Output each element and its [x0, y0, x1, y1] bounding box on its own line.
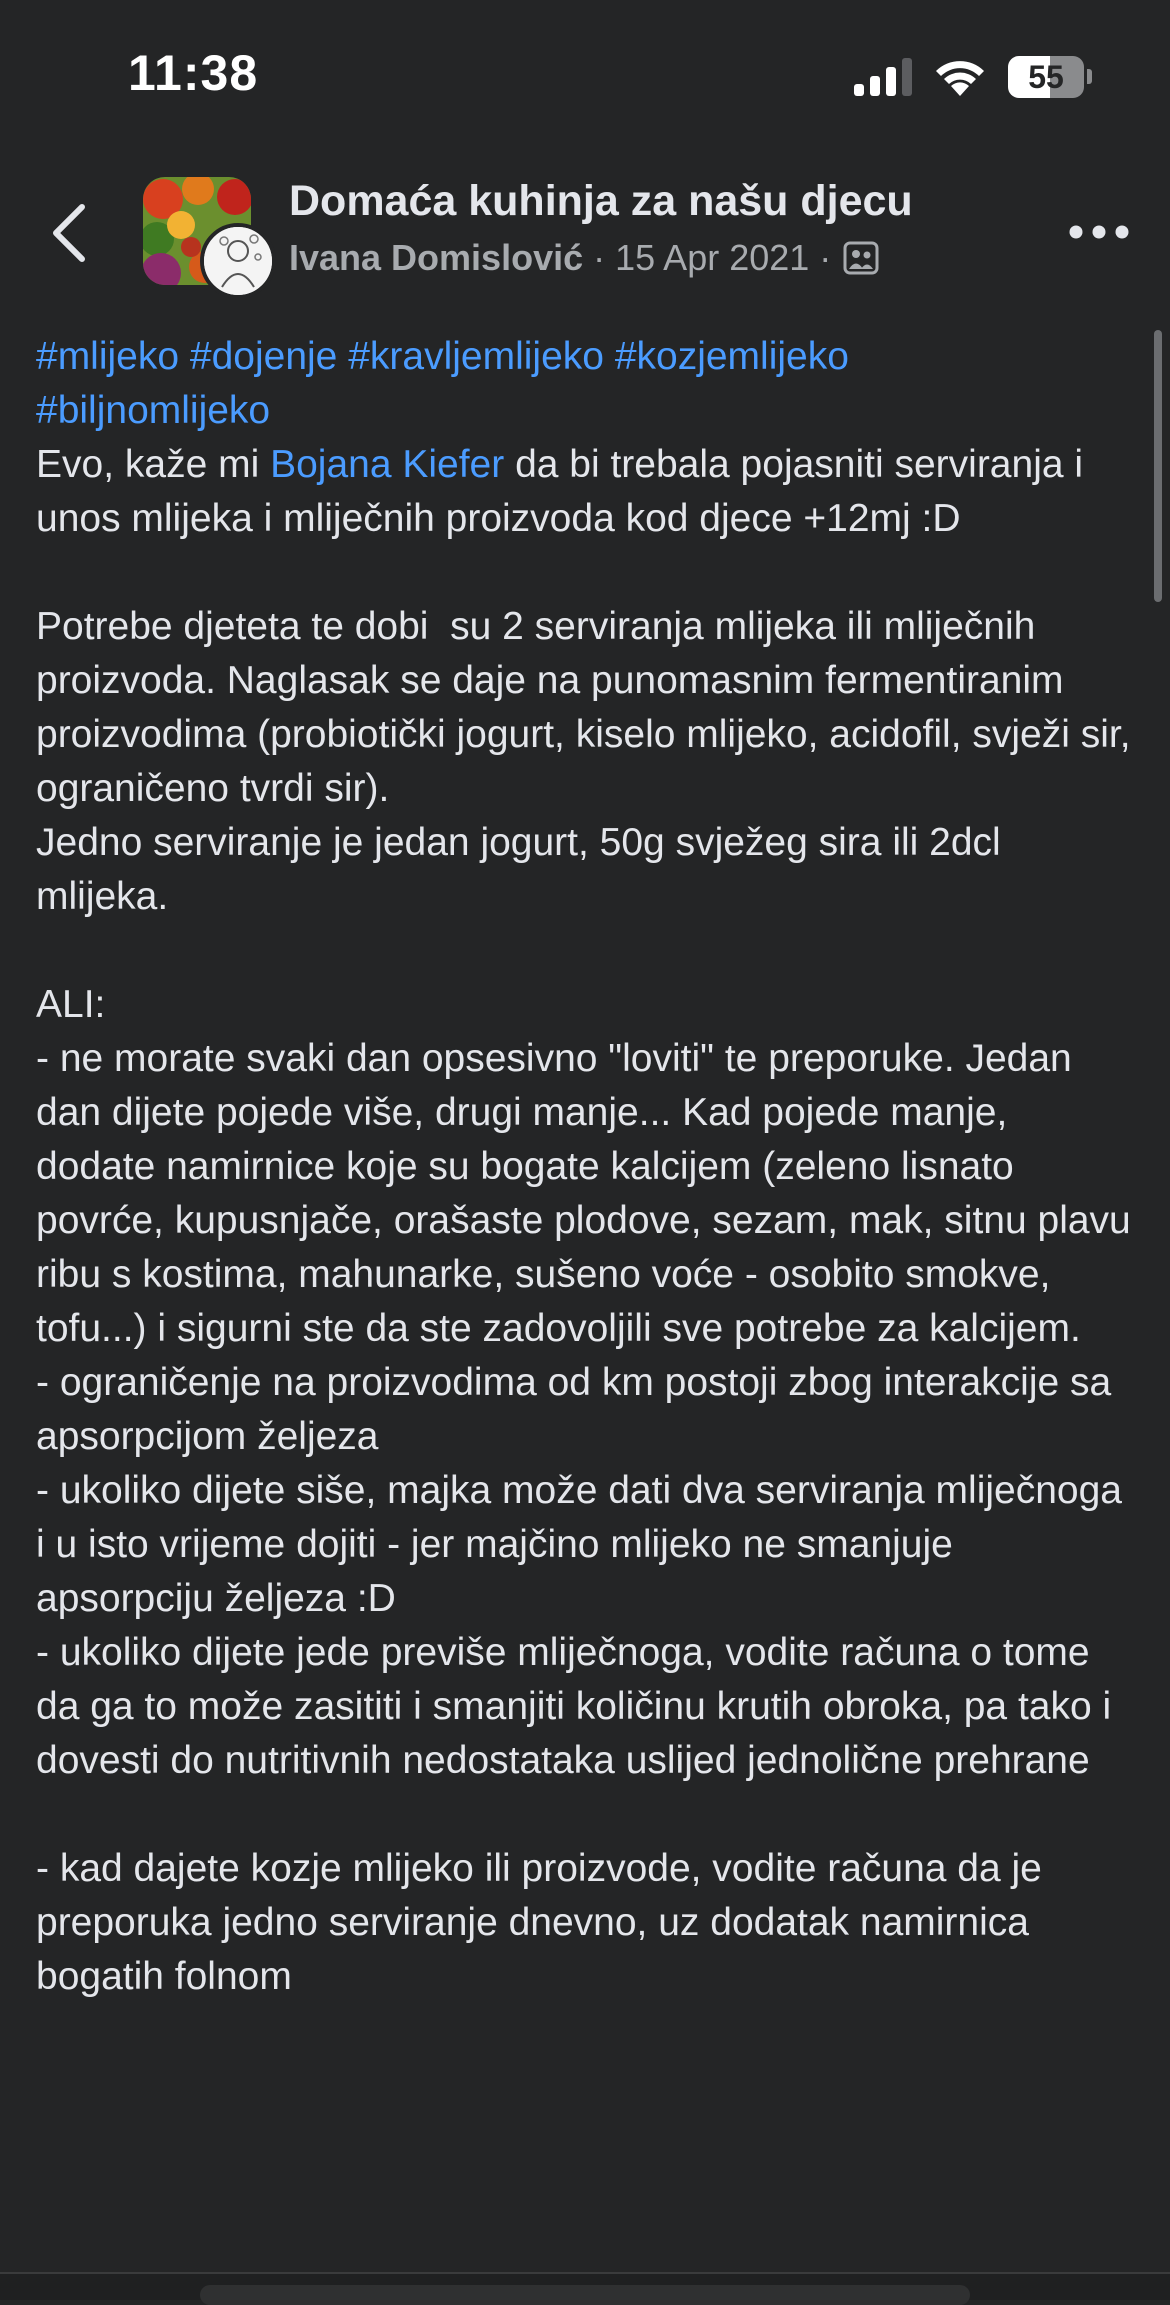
battery-cap	[1087, 69, 1092, 84]
post-bullet: - ne morate svaki dan opsesivno "loviti" te preporuke. Jedan dan dijete pojede više, drugi manje... Kad pojede manje, dodate namirnice koje su bogate kalcijem (zeleno lisnato povrće, kupusnjače, orašaste plodove, sezam, mak, sitnu plavu ribu s kostima, mahunarke, sušeno voće - osobito smokve, tofu...) i sigurni ste da ste zadovoljili sve potrebe za kalcijem.	[36, 1037, 1142, 1350]
cellular-signal-icon	[854, 58, 914, 96]
paragraph-spacer	[36, 1788, 1136, 1842]
hashtags-line	[36, 384, 1136, 438]
post-bullet: - ograničenje na proizvodima od km postoji zbog interakcije sa apsorpcijom željeza	[36, 1361, 1123, 1458]
paragraph-spacer	[36, 924, 1136, 978]
battery-indicator	[1008, 56, 1092, 98]
status-time: 11:38	[128, 45, 259, 101]
post-meta	[289, 237, 879, 279]
hashtags-line	[36, 330, 1136, 384]
post-paragraph: Jedno serviranje je jedan jogurt, 50g svježeg sira ili 2dcl mlijeka.	[36, 821, 1012, 918]
author-avatar[interactable]	[200, 223, 276, 299]
author-portrait-icon	[204, 227, 272, 295]
members-icon	[843, 241, 879, 275]
chevron-left-icon[interactable]	[44, 203, 100, 263]
intro-text: Evo, kaže mi	[36, 443, 271, 486]
battery-level: 55	[1028, 59, 1064, 95]
post-header	[0, 165, 1170, 300]
bottom-sheet-handle[interactable]	[200, 2285, 970, 2305]
intro-text: da bi trebala pojasniti serviranja i unos mlijeka i mliječnih proizvoda kod djece +12mj :D	[36, 443, 1094, 540]
post-body	[36, 330, 1142, 2004]
post-bullet: - ukoliko dijete jede previše mliječnoga, vodite računa o tome da ga to može zasititi i smanjiti količinu krutih obroka, pa tako i dovesti do nutritivnih nedostataka uslijed jednolične prehrane	[36, 1631, 1123, 1782]
meta-separator: ·	[593, 237, 606, 278]
hashtag-link[interactable]: #kozjemlijeko	[614, 335, 849, 378]
paragraph-spacer	[36, 546, 1136, 600]
post-bullet: - kad dajete kozje mlijeko ili proizvode, vodite računa da je preporuka jedno serviranje dnevno, uz dodatak namirnica bogatih folnom	[36, 1847, 1053, 1998]
hashtag-link[interactable]: #kravljemlijeko	[348, 335, 604, 378]
mention-link[interactable]: Bojana Kiefer	[270, 443, 505, 486]
post-bullet: - ukoliko dijete siše, majka može dati dva serviranja mliječnoga i u isto vrijeme dojiti - jer majčino mlijeko ne smanjuje apsorpciju željeza :D	[36, 1469, 1133, 1620]
post-paragraph: Potrebe djeteta te dobi su 2 serviranja mlijeka ili mliječnih proizvoda. Naglasak se daje na punomasnim fermentiranim proizvodima (probiotički jogurt, kiselo mlijeko, acidofil, svježi sir, ograničeno tvrdi sir).	[36, 605, 1142, 810]
more-horizontal-icon[interactable]	[1068, 221, 1130, 243]
group-name[interactable]: Domaća kuhinja za našu djecu	[289, 177, 913, 225]
hashtag-link[interactable]: #mlijeko	[36, 335, 180, 378]
wifi-icon	[934, 56, 986, 96]
scrollbar[interactable]	[1154, 330, 1162, 602]
hashtag-link[interactable]: #dojenje	[189, 335, 338, 378]
post-paragraph: ALI:	[36, 983, 106, 1026]
status-bar	[0, 0, 1170, 150]
author-name[interactable]: Ivana Domislović	[289, 237, 584, 278]
meta-separator: ·	[819, 237, 832, 278]
post-intro	[36, 438, 1136, 546]
post-date[interactable]: 15 Apr 2021	[615, 237, 810, 278]
hashtag-link[interactable]: #biljnomlijeko	[36, 389, 271, 432]
